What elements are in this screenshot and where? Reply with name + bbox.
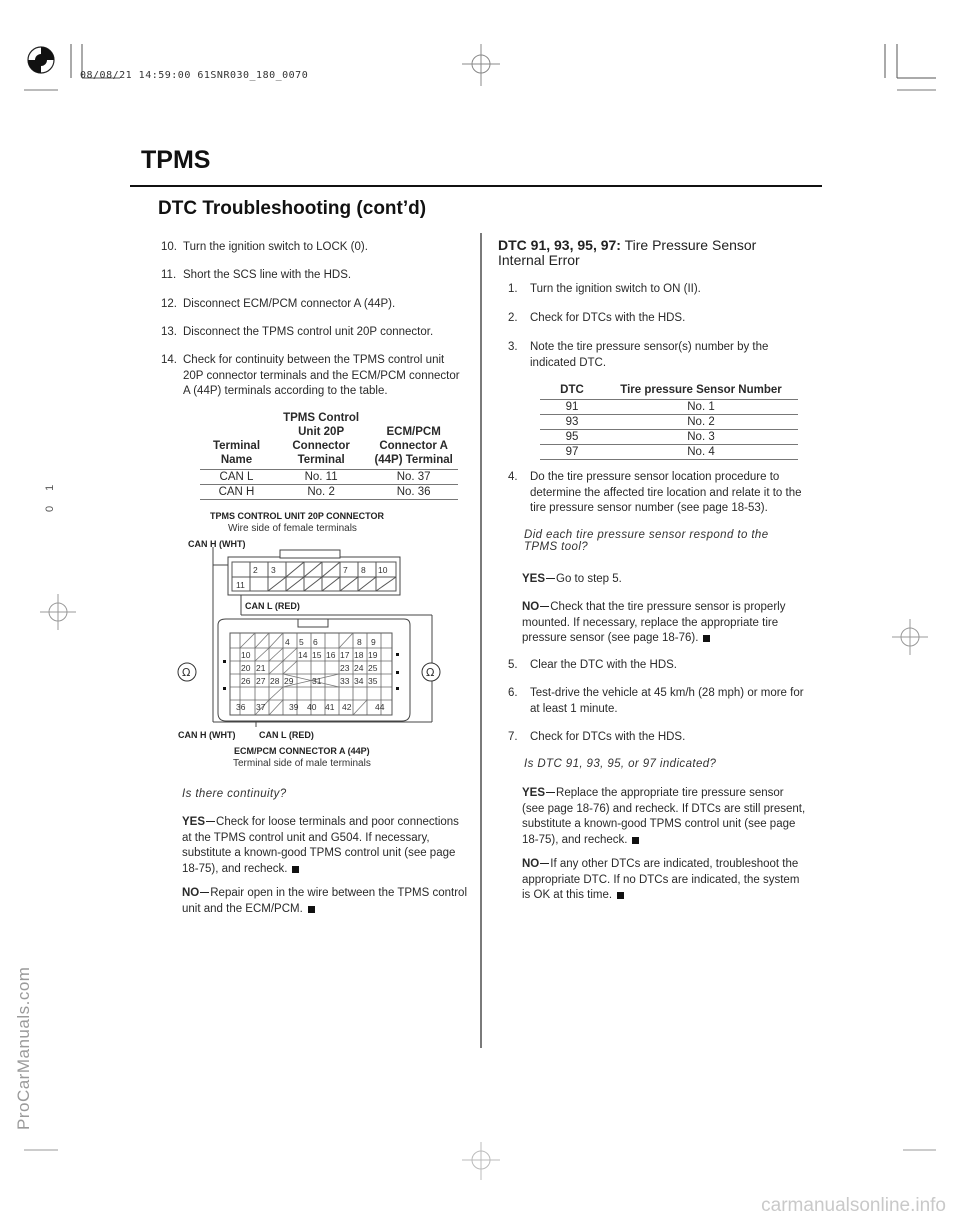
table-row: 93 No. 2 [540,415,798,430]
question-dtc-indicated: Is DTC 91, 93, 95, or 97 indicated? [524,758,717,770]
print-stamp: 08/08/21 14:59:00 61SNR030_180_0070 [80,70,309,81]
yes-branch-left: YES Check for loose terminals and poor connections at the TPMS control unit and G504. If necessary, substitute a known-good TPMS control unit (see page 18-75), and recheck. [182,816,459,875]
label-can-l-bottom: CAN L (RED) [259,730,314,740]
question-tpms-tool: Did each tire pressure sensor respond to the TPMS tool? [524,529,769,553]
section-title: TPMS [141,146,211,174]
ecm-pin-40: 40 [307,702,317,712]
tpms-pin-3: 3 [271,565,276,575]
yes-branch-2: YES Replace the appropriate tire pressure sensor (see page 18-76) and recheck. If DTCs are still present, substitute a known-good TPMS control unit (see page 18-75), and recheck. [522,787,806,846]
continuity-table [200,411,458,500]
ecm-pin-25: 25 [368,663,378,673]
ecm-pin-17: 17 [340,650,350,660]
footer-watermark: carmanualsonline.info [761,1195,946,1216]
ecm-pin-36: 36 [236,702,246,712]
ecm-connector-title: ECM/PCM CONNECTOR A (44P) [234,746,370,756]
col-ecm-terminal: ECM/PCM Connector A (44P) Terminal [374,426,453,466]
ecm-pin-9: 9 [371,637,376,647]
table-row: 97 No. 4 [540,445,798,460]
ecm-pin-14: 14 [298,650,308,660]
tpms-pin-2: 2 [253,565,258,575]
end-mark [617,892,624,899]
step-r7: 7. Check for DTCs with the HDS. [508,731,686,743]
step-13: 13. Disconnect the TPMS control unit 20P connector. [161,326,434,338]
connector-diagram [170,535,470,735]
table-row: CAN H No. 2 No. 36 [200,485,458,500]
ecm-pin-34: 34 [354,676,364,686]
col-dtc: DTC [560,384,584,396]
svg-text:Ω: Ω [182,666,191,679]
step-r2: 2. Check for DTCs with the HDS. [508,312,686,324]
col-sensor-number: Tire pressure Sensor Number [620,384,782,396]
ecm-pin-16: 16 [326,650,336,660]
page-title: DTC Troubleshooting (cont’d) [158,198,427,219]
ecm-pin-19: 19 [368,650,378,660]
step-r5: 5. Clear the DTC with the HDS. [508,659,677,671]
no-branch-1: NO Check that the tire pressure sensor is properly mounted. If necessary, replace the appropriate tire pressure sensor (see page 18-76). [522,601,786,644]
question-continuity: Is there continuity? [182,788,287,800]
tpms-connector-title: TPMS CONTROL UNIT 20P CONNECTOR [210,511,385,521]
table-row: CAN L No. 11 No. 37 [200,470,458,485]
ecm-pin-41: 41 [325,702,335,712]
tpms-pin-8: 8 [361,565,366,575]
step-14: 14. Check for continuity between the TPMS control unit 20P connector terminals and the ECM/PCM connector A (44P) terminals according to the table. [161,354,460,397]
ecm-pin-27: 27 [256,676,266,686]
ecm-pin-18: 18 [354,650,364,660]
tpms-pin-10: 10 [378,565,388,575]
ecm-pin-10: 10 [241,650,251,660]
ecm-pin-26: 26 [241,676,251,686]
ecm-pin-33: 33 [340,676,350,686]
ecm-pin-42: 42 [342,702,352,712]
side-code: 0 1 [44,478,56,512]
ecm-connector-subtitle: Terminal side of male terminals [233,758,371,769]
end-mark [308,906,315,913]
tpms-connector-subtitle: Wire side of female terminals [228,523,357,534]
step-r3: 3. Note the tire pressure sensor(s) number by the indicated DTC. [508,341,769,369]
tpms-pin-7: 7 [343,565,348,575]
label-can-l-top: CAN L (RED) [245,601,300,611]
ecm-pin-31: 31 [312,676,322,686]
ecm-pin-44: 44 [375,702,385,712]
ecm-pin-35: 35 [368,676,378,686]
step-r1: 1. Turn the ignition switch to ON (II). [508,283,701,295]
step-r6: 6. Test-drive the vehicle at 45 km/h (28 mph) or more for at least 1 minute. [508,687,804,715]
ecm-pin-28: 28 [270,676,280,686]
step-12: 12. Disconnect ECM/PCM connector A (44P). [161,298,396,310]
end-mark [703,635,710,642]
label-can-h-bottom: CAN H (WHT) [178,730,236,740]
side-watermark: ProCarManuals.com [14,966,33,1130]
step-r4: 4. Do the tire pressure sensor location procedure to determine the affected tire location and relate it to the tire pressure sensor number (see page 18-53). [508,471,802,514]
end-mark [292,866,299,873]
dtc-sensor-table [540,383,798,460]
ecm-pin-6: 6 [313,637,318,647]
col-terminal-name: Terminal Name [212,440,261,466]
svg-text:Ω: Ω [426,666,435,679]
ecm-pin-8: 8 [357,637,362,647]
ecm-pin-15: 15 [312,650,322,660]
step-10: 10. Turn the ignition switch to LOCK (0). [161,241,368,253]
col-tpms-terminal: TPMS Control Unit 20P Connector Terminal [283,412,360,466]
end-mark [632,837,639,844]
ecm-pin-37: 37 [256,702,266,712]
ecm-pin-39: 39 [289,702,299,712]
ecm-pin-5: 5 [299,637,304,647]
no-branch-2: NO If any other DTCs are indicated, troubleshoot the appropriate DTC. If no DTCs are indicated, the system is OK at this time. [522,858,800,901]
tpms-pin-11: 11 [236,580,245,590]
ecm-pin-4: 4 [285,637,290,647]
table-row: 95 No. 3 [540,430,798,445]
label-can-h-top: CAN H (WHT) [188,539,246,549]
ecm-pin-29: 29 [284,676,294,686]
ecm-pin-23: 23 [340,663,350,673]
table-row: 91 No. 1 [540,400,798,415]
no-branch-left: NO Repair open in the wire between the TPMS control unit and the ECM/PCM. [182,887,468,915]
ecm-pin-21: 21 [256,663,266,673]
yes-branch-1: YES Go to step 5. [522,573,622,585]
ecm-pin-24: 24 [354,663,364,673]
step-11: 11. Short the SCS line with the HDS. [161,269,352,281]
ecm-pin-20: 20 [241,663,251,673]
dtc-heading: DTC 91, 93, 95, 97: Tire Pressure Sensor Internal Error [498,237,757,268]
